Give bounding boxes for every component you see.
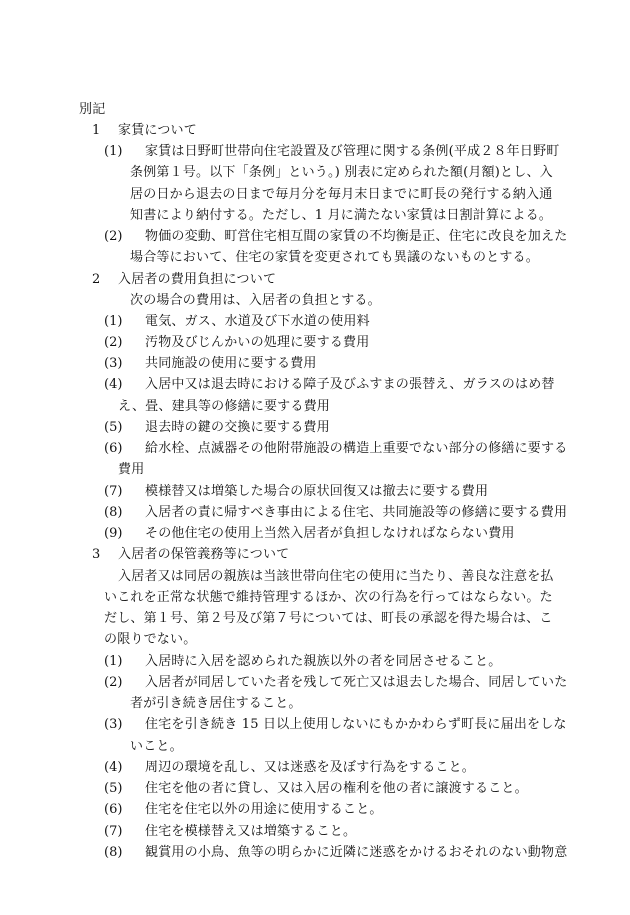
section-2-number: 2 bbox=[92, 272, 101, 287]
s3-paragraph-line-2: いこれを正常な状態で維持管理するほか、次の行為を行ってはならない。た bbox=[104, 590, 553, 605]
s2-item-1-text: 電気、ガス、水道及び下水道の使用料 bbox=[145, 314, 370, 329]
s1-item-2-line-1: 物価の変動、町営住宅相互間の家賃の不均衡是正、住宅に改良を加えた bbox=[145, 229, 568, 244]
section-3-number: 3 bbox=[92, 547, 101, 562]
s3-item-3-number: (3) bbox=[104, 717, 123, 732]
s3-item-8-text: 観賞用の小鳥、魚等の明らかに近隣に迷惑をかけるおそれのない動物意 bbox=[145, 845, 568, 860]
s2-item-2-text: 汚物及びじんかいの処理に要する費用 bbox=[145, 335, 370, 350]
s2-item-6-number: (6) bbox=[104, 441, 123, 456]
s3-item-3-line-1: 住宅を引き続き 15 日以上使用しないにもかかわらず町長に届出をしな bbox=[145, 717, 567, 732]
s3-item-6-number: (6) bbox=[104, 802, 123, 817]
s3-item-6-text: 住宅を住宅以外の用途に使用すること。 bbox=[145, 802, 383, 817]
s1-item-1-number: (1) bbox=[104, 144, 123, 159]
s2-item-4-line-2: え、畳、建具等の修繕に要する費用 bbox=[118, 399, 330, 414]
s2-item-9-text: その他住宅の使用上当然入居者が負担しなければならない費用 bbox=[145, 526, 515, 541]
s2-item-3-text: 共同施設の使用に要する費用 bbox=[145, 356, 317, 371]
s2-item-6-line-1: 給水栓、点滅器その他附帯施設の構造上重要でない部分の修繕に要する bbox=[145, 441, 568, 456]
s3-item-3-line-2: いこと。 bbox=[130, 739, 183, 754]
s3-item-5-text: 住宅を他の者に貸し、又は入居の権利を他の者に譲渡すること。 bbox=[145, 781, 528, 796]
s1-item-2-line-2: 場合等において、住宅の家賃を変更されても異議のないものとする。 bbox=[130, 250, 539, 265]
s3-item-1-number: (1) bbox=[104, 654, 123, 669]
s3-item-4-number: (4) bbox=[104, 760, 123, 775]
s2-item-6-line-2: 費用 bbox=[118, 462, 145, 477]
s1-item-1-line-4: 知書により納付する。ただし、1 月に満たない家賃は日割計算による。 bbox=[130, 208, 553, 223]
s3-item-2-line-2: 者が引き続き居住すること。 bbox=[130, 696, 302, 711]
s3-item-7-text: 住宅を模様替え又は増築すること。 bbox=[145, 824, 357, 839]
s2-item-7-number: (7) bbox=[104, 484, 123, 499]
s2-item-2-number: (2) bbox=[104, 335, 123, 350]
s2-item-4-line-1: 入居中又は退去時における障子及びふすまの張替え、ガラスのはめ替 bbox=[145, 377, 555, 392]
s3-item-1-text: 入居時に入居を認められた親族以外の者を同居させること。 bbox=[145, 654, 502, 669]
s1-item-1-line-3: 居の日から退去の日まで毎月分を毎月末日までに町長の発行する納入通 bbox=[130, 187, 553, 202]
s3-item-8-number: (8) bbox=[104, 845, 123, 860]
section-1-number: 1 bbox=[92, 123, 101, 138]
s2-item-8-text: 入居者の責に帰すべき事由による住宅、共同施設等の修繕に要する費用 bbox=[145, 505, 568, 520]
document-heading: 別記 bbox=[79, 102, 106, 117]
s2-item-1-number: (1) bbox=[104, 314, 123, 329]
s3-item-2-line-1: 入居者が同居していた者を残して死亡又は退去した場合、同居していた bbox=[145, 675, 568, 690]
s2-item-7-text: 模様替又は増築した場合の原状回復又は撤去に要する費用 bbox=[145, 484, 489, 499]
s3-item-7-number: (7) bbox=[104, 824, 123, 839]
s3-item-2-number: (2) bbox=[104, 675, 123, 690]
s2-item-3-number: (3) bbox=[104, 356, 123, 371]
s1-item-1-line-1: 家賃は日野町世帯向住宅設置及び管理に関する条例(平成２８年日野町 bbox=[145, 144, 560, 159]
s2-item-8-number: (8) bbox=[104, 505, 123, 520]
s3-item-5-number: (5) bbox=[104, 781, 123, 796]
s2-item-4-number: (4) bbox=[104, 377, 123, 392]
section-2-intro: 次の場合の費用は、入居者の負担とする。 bbox=[130, 293, 381, 308]
section-3-title: 入居者の保管義務等について bbox=[118, 547, 290, 562]
s3-paragraph-line-3: だし、第１号、第２号及び第７号については、町長の承認を得た場合は、こ bbox=[104, 611, 553, 626]
s2-item-9-number: (9) bbox=[104, 526, 123, 541]
section-2-title: 入居者の費用負担について bbox=[118, 272, 277, 287]
s1-item-1-line-2: 条例第１号。以下「条例」という。) 別表に定められた額(月額)とし、入 bbox=[130, 165, 553, 180]
s2-item-5-text: 退去時の鍵の交換に要する費用 bbox=[145, 420, 330, 435]
s3-paragraph-line-4: の限りでない。 bbox=[104, 632, 197, 647]
s3-paragraph-line-1: 入居者又は同居の親族は当該世帯向住宅の使用に当たり、善良な注意を払 bbox=[118, 569, 554, 584]
section-1-title: 家賃について bbox=[118, 123, 197, 138]
s2-item-5-number: (5) bbox=[104, 420, 123, 435]
s1-item-2-number: (2) bbox=[104, 229, 123, 244]
s3-item-4-text: 周辺の環境を乱し、又は迷惑を及ぼす行為をすること。 bbox=[145, 760, 476, 775]
